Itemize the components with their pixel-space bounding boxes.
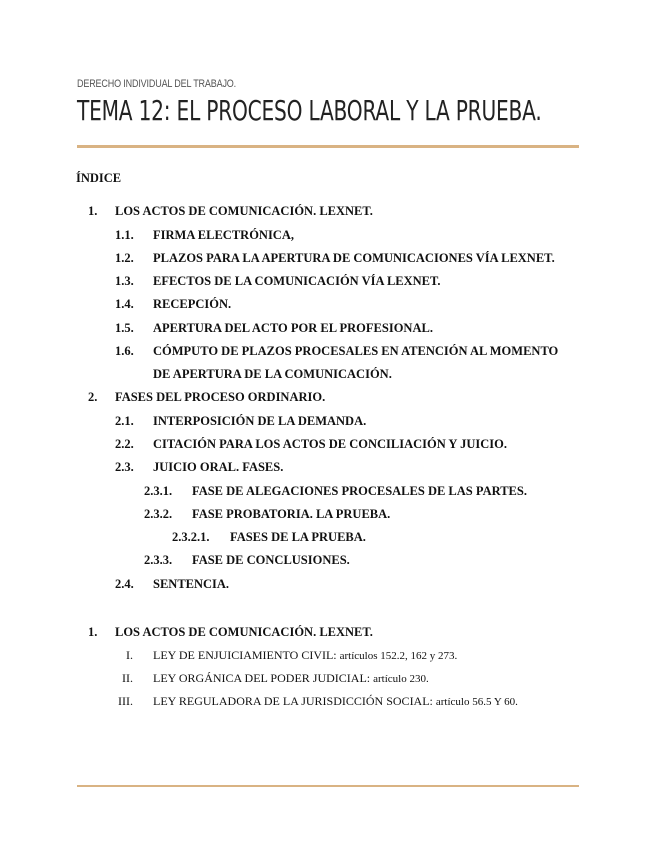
index-item-number: 2.1.: [115, 414, 134, 428]
index-item-text: CITACIÓN PARA LOS ACTOS DE CONCILIACIÓN Y JUICIO.: [153, 437, 507, 451]
index-item-text: JUICIO ORAL. FASES.: [153, 460, 284, 474]
index-item-number: 2.3.2.: [144, 507, 173, 521]
index-item-text: SENTENCIA.: [153, 577, 230, 591]
reference-law: LEY DE ENJUICIAMIENTO CIVIL:: [153, 648, 337, 662]
index-item-number: 1.: [88, 204, 98, 218]
index-item-text: INTERPOSICIÓN DE LA DEMANDA.: [153, 414, 367, 428]
index-item-text: EFECTOS DE LA COMUNICACIÓN VÍA LEXNET.: [153, 274, 441, 288]
index-item-number: 2.3.3.: [144, 553, 173, 567]
index-item-text: DE APERTURA DE LA COMUNICACIÓN.: [153, 367, 392, 381]
index-item-number: 2.: [88, 390, 98, 404]
footer-divider: [77, 785, 579, 787]
index-item-number: 2.3.1.: [144, 484, 173, 498]
index-item-text: LOS ACTOS DE COMUNICACIÓN. LEXNET.: [115, 204, 373, 218]
document-subject: DERECHO INDIVIDUAL DEL TRABAJO.: [77, 78, 236, 90]
index-item-number: 2.2.: [115, 437, 134, 451]
index-item-number: 1.6.: [115, 344, 134, 358]
index-item-number: 1.3.: [115, 274, 134, 288]
document-title: TEMA 12: EL PROCESO LABORAL Y LA PRUEBA.: [77, 94, 542, 127]
index-item-number: 2.3.: [115, 460, 134, 474]
index-heading: ÍNDICE: [76, 171, 122, 185]
reference-articles: artículo 56.5 Y 60.: [435, 696, 518, 708]
index-item-text: APERTURA DEL ACTO POR EL PROFESIONAL.: [153, 321, 433, 335]
index-item-text: RECEPCIÓN.: [153, 297, 232, 311]
index-item-text: FASES DE LA PRUEBA.: [230, 530, 366, 544]
index-item-text: CÓMPUTO DE PLAZOS PROCESALES EN ATENCIÓN AL MOMENTO: [153, 344, 559, 358]
index-item-text: PLAZOS PARA LA APERTURA DE COMUNICACIONES VÍA LEXNET.: [153, 251, 555, 265]
index-item-number: 2.4.: [115, 577, 134, 591]
reference-articles: artículos 152.2, 162 y 273.: [339, 650, 458, 662]
index-item-text: FASES DEL PROCESO ORDINARIO.: [115, 390, 326, 404]
index-item-text: FASE DE ALEGACIONES PROCESALES DE LAS PARTES.: [192, 484, 527, 498]
index-item-text: FASE PROBATORIA. LA PRUEBA.: [192, 507, 391, 521]
reference-number: III.: [118, 694, 133, 708]
index-item-number: 1.4.: [115, 297, 134, 311]
index-item-number: 1.2.: [115, 251, 134, 265]
section-number: 1.: [88, 625, 98, 639]
index-item-text: FIRMA ELECTRÓNICA,: [153, 228, 294, 242]
reference-number: I.: [126, 648, 133, 662]
reference-articles: artículo 230.: [373, 673, 429, 685]
reference-law: LEY ORGÁNICA DEL PODER JUDICIAL:: [153, 671, 371, 685]
reference-law: LEY REGULADORA DE LA JURISDICCIÓN SOCIAL:: [153, 694, 433, 708]
index-item-number: 2.3.2.1.: [172, 530, 210, 544]
reference-number: II.: [122, 671, 133, 685]
index-item-number: 1.1.: [115, 228, 134, 242]
header-divider: [77, 145, 579, 148]
index-item-text: FASE DE CONCLUSIONES.: [192, 553, 350, 567]
section-title: LOS ACTOS DE COMUNICACIÓN. LEXNET.: [115, 625, 373, 639]
index-item-number: 1.5.: [115, 321, 134, 335]
